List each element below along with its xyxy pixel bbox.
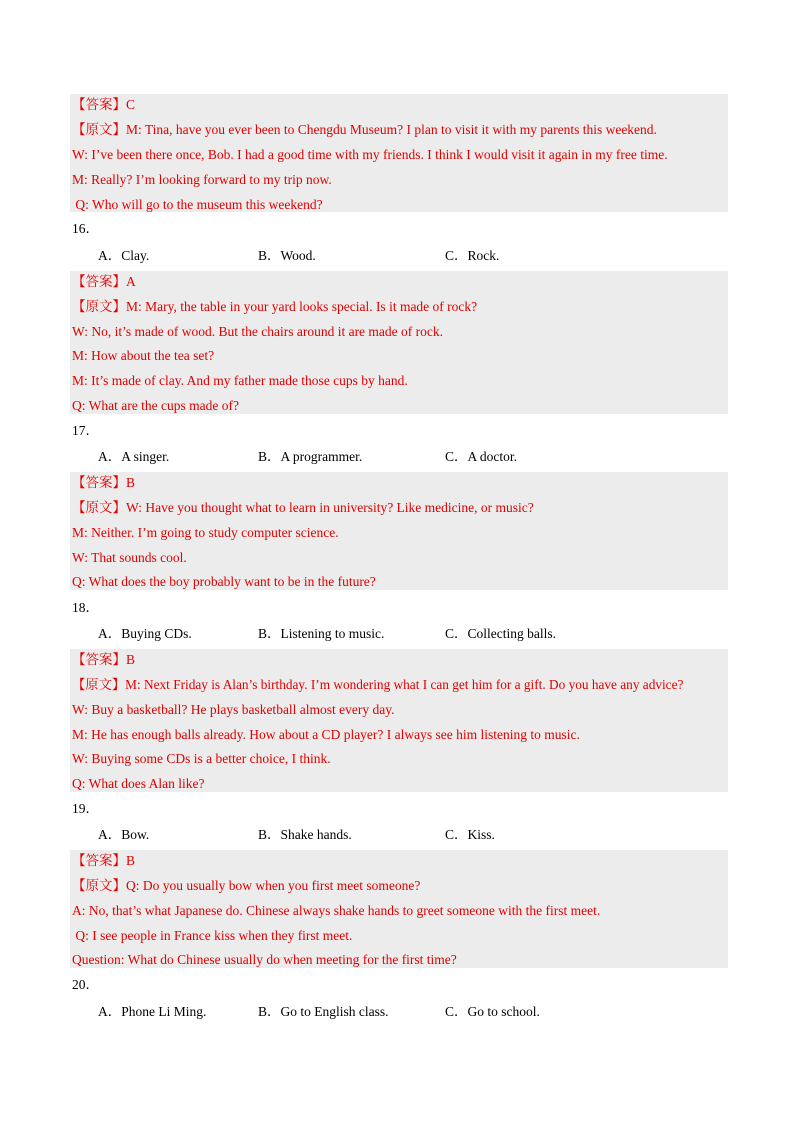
- transcript-line: 【原文】W: Have you thought what to learn in university? Like medicine, or music?: [72, 500, 534, 515]
- option-b: B．Go to English class.: [258, 1004, 389, 1019]
- option-c: C．A doctor.: [445, 449, 518, 464]
- option-a: A．Clay.: [98, 248, 150, 263]
- question-number: 17．: [72, 423, 99, 438]
- answer-label: 【答案】B: [72, 853, 136, 868]
- option-a: A．Phone Li Ming.: [98, 1004, 207, 1019]
- transcript-line: W: I’ve been there once, Bob. I had a good time with my friends. I think I would visit it again in my free time.: [72, 147, 668, 162]
- transcript-line: Question: What do Chinese usually do when meeting for the first time?: [72, 952, 457, 967]
- transcript-line: Q: Who will go to the museum this weekend?: [72, 197, 323, 212]
- transcript-line: 【原文】Q: Do you usually bow when you first meet someone?: [72, 878, 421, 893]
- option-a: A．Buying CDs.: [98, 626, 192, 641]
- transcript-line: W: That sounds cool.: [72, 550, 187, 565]
- transcript-line: Q: I see people in France kiss when they first meet.: [72, 928, 353, 943]
- question-number: 16．: [72, 221, 99, 236]
- transcript-line: A: No, that’s what Japanese do. Chinese always shake hands to greet someone with the first meet.: [72, 903, 601, 918]
- answer-block: [70, 649, 728, 792]
- option-b: B．Shake hands.: [258, 827, 352, 842]
- option-b: B．A programmer.: [258, 449, 363, 464]
- transcript-line: W: Buy a basketball? He plays basketball almost every day.: [72, 702, 395, 717]
- transcript-line: W: Buying some CDs is a better choice, I think.: [72, 751, 331, 766]
- answer-label: 【答案】B: [72, 652, 136, 667]
- question-number: 18．: [72, 600, 99, 615]
- transcript-line: Q: What does Alan like?: [72, 776, 205, 791]
- transcript-line: M: Really? I’m looking forward to my trip now.: [72, 172, 332, 187]
- option-a: A．Bow.: [98, 827, 150, 842]
- transcript-line: 【原文】M: Mary, the table in your yard looks special. Is it made of rock?: [72, 299, 478, 314]
- option-b: B．Wood.: [258, 248, 316, 263]
- answer-label: 【答案】B: [72, 475, 136, 490]
- transcript-line: W: No, it’s made of wood. But the chairs around it are made of rock.: [72, 324, 444, 339]
- answer-label: 【答案】A: [72, 274, 136, 289]
- question-number: 20．: [72, 977, 99, 992]
- question-number: 19．: [72, 801, 99, 816]
- option-c: C．Rock.: [445, 248, 500, 263]
- transcript-line: Q: What are the cups made of?: [72, 398, 239, 413]
- transcript-line: M: It’s made of clay. And my father made those cups by hand.: [72, 373, 408, 388]
- transcript-line: 【原文】M: Tina, have you ever been to Chengdu Museum? I plan to visit it with my parents this weekend.: [72, 122, 657, 137]
- transcript-line: M: He has enough balls already. How about a CD player? I always see him listening to music.: [72, 727, 580, 742]
- transcript-line: M: Neither. I’m going to study computer science.: [72, 525, 339, 540]
- answer-block: [70, 271, 728, 414]
- option-b: B．Listening to music.: [258, 626, 385, 641]
- transcript-line: M: How about the tea set?: [72, 348, 215, 363]
- option-c: C．Collecting balls.: [445, 626, 556, 641]
- option-a: A．A singer.: [98, 449, 170, 464]
- answer-label: 【答案】C: [72, 97, 136, 112]
- option-c: C．Kiss.: [445, 827, 495, 842]
- transcript-line: 【原文】M: Next Friday is Alan’s birthday. I’m wondering what I can get him for a gift. Do you have any advice?: [72, 677, 684, 692]
- option-c: C．Go to school.: [445, 1004, 540, 1019]
- transcript-line: Q: What does the boy probably want to be in the future?: [72, 574, 376, 589]
